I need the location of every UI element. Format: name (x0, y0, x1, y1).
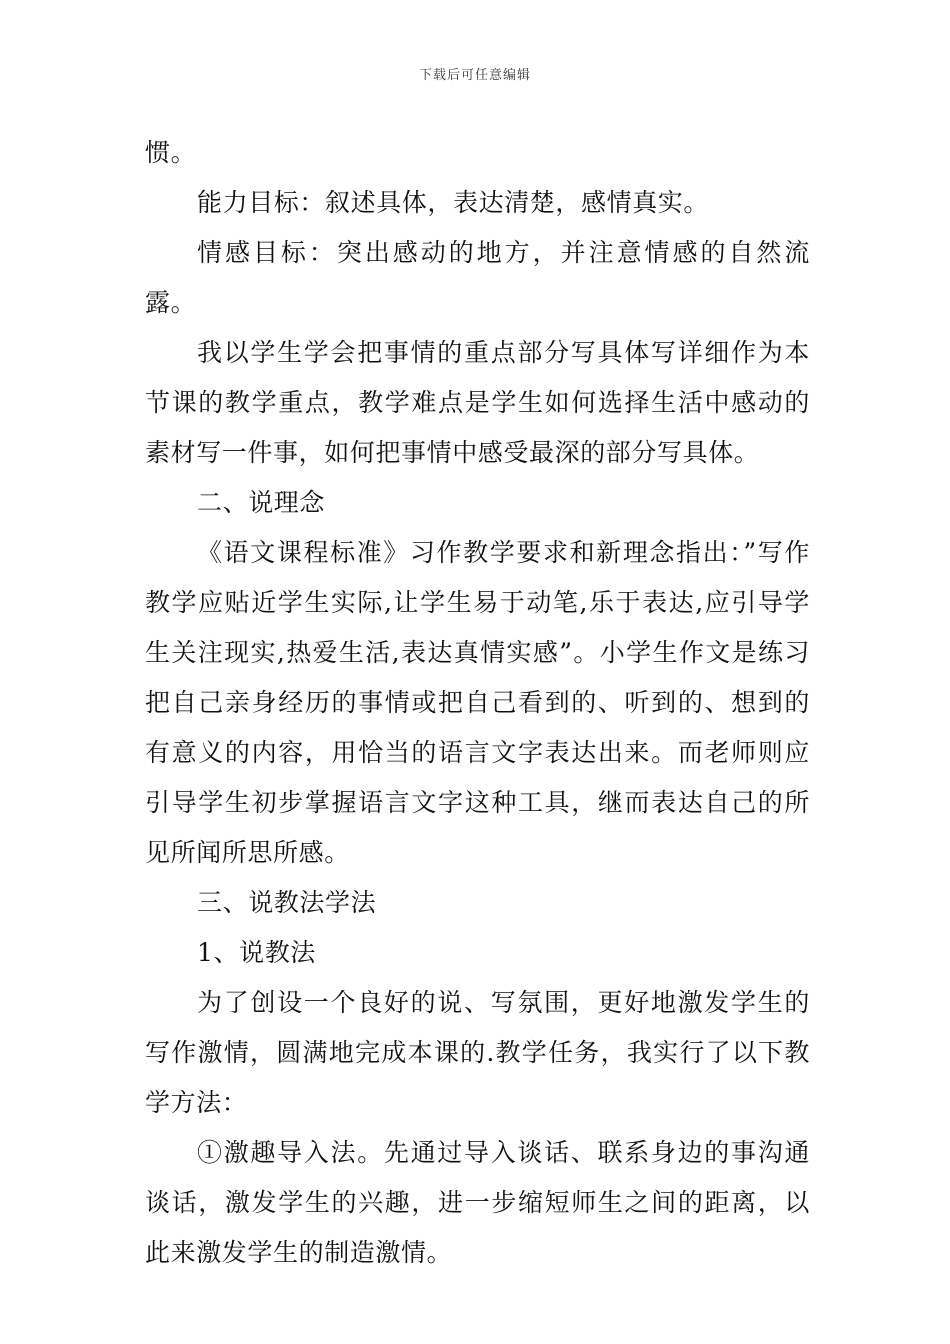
paragraph-continuation: 惯。 (145, 138, 197, 167)
paragraph-teaching-methods-intro: 为了创设一个良好的说、写氛围，更好地激发学生的写作激情，圆满地完成本课的.教学任务，我实行了以下教学方法： (145, 988, 810, 1117)
page-header-note: 下载后可任意编辑 (418, 68, 531, 83)
paragraph-ability-goal: 能力目标：叙述具体，表达清楚，感情真实。 (197, 188, 710, 217)
section-heading-concept: 二、说理念 (197, 488, 326, 517)
paragraph-emotion-goal: 情感目标：突出感动的地方，并注意情感的自然流露。 (145, 238, 810, 317)
paragraph-method-1: ①激趣导入法。先通过导入谈话、联系身边的事沟通谈话，激发学生的兴趣，进一步缩短师生之间的距离，以此来激发学生的制造激情。 (145, 1138, 810, 1267)
paragraph-key-difficult-points: 我以学生学会把事情的重点部分写具体写详细作为本节课的教学重点，教学难点是学生如何选择生活中感动的素材写一件事，如何把事情中感受最深的部分写具体。 (145, 338, 810, 467)
paragraph-curriculum-standard: 《语文课程标准》习作教学要求和新理念指出：”写作教学应贴近学生实际,让学生易于动笔,乐于表达,应引导学生关注现实,热爱生活,表达真情实感”。小学生作文是练习把自己亲身经历的事情或把自己看到的、听到的、想到的有意义的内容，用恰当的语言文字表达出来。而老师则应引导学生初步掌握语言文字这种工具，继而表达自己的所见所闻所思所感。 (145, 538, 810, 867)
subsection-heading-teaching-method: 1、说教法 (197, 938, 316, 967)
document-body (145, 128, 810, 1278)
section-heading-methods: 三、说教法学法 (197, 888, 377, 917)
